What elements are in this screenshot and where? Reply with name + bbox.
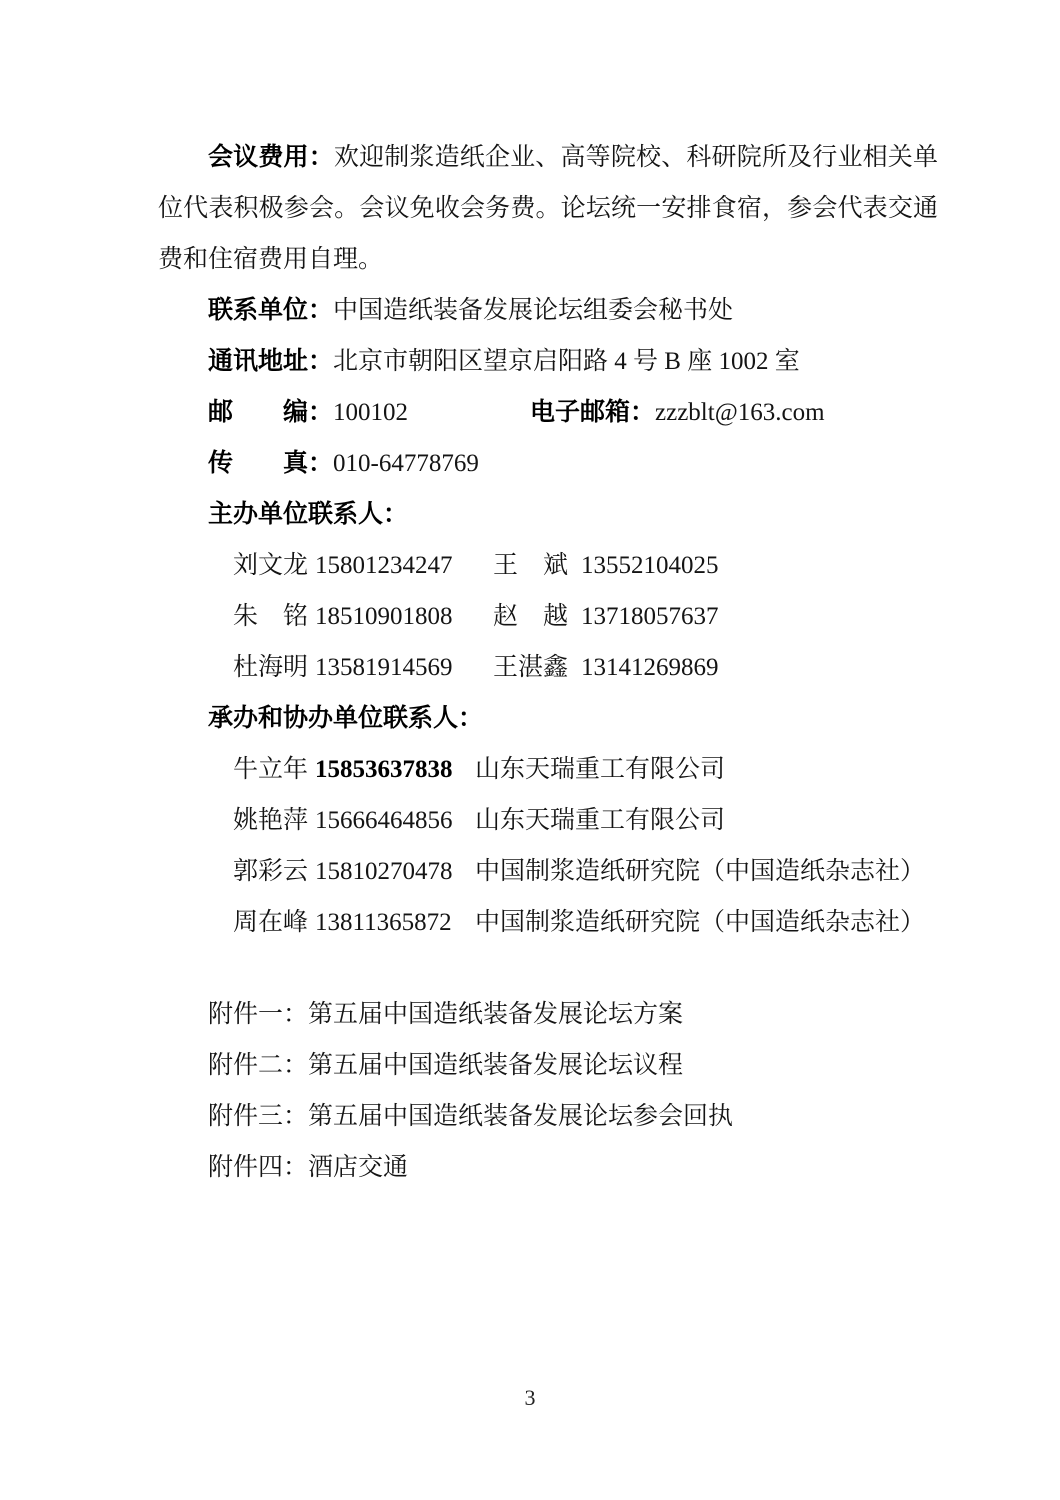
contact-org: 中国制浆造纸研究院（中国造纸杂志社） (475, 858, 926, 885)
contact-name: 赵 越 (493, 603, 569, 630)
fee-paragraph-line-1 (158, 132, 938, 183)
contact-address-label: 通讯地址： (208, 348, 334, 375)
fee-paragraph-line-2: 位代表积极参会。会议免收会务费。论坛统一安排食宿，参会代表交通 (158, 195, 938, 222)
fax-label: 传 真： (208, 450, 334, 477)
contact-phone: 18510901808 (315, 603, 453, 630)
contact-name: 王 斌 (493, 552, 569, 579)
contact-address-line (158, 336, 938, 387)
contact-phone: 15666464856 (315, 807, 453, 834)
contact-unit-label: 联系单位： (208, 297, 334, 324)
contact-org: 山东天瑞重工有限公司 (475, 807, 726, 834)
contact-unit-line (158, 285, 938, 336)
organizer-contact-row (158, 897, 938, 948)
attachment-title: 第五届中国造纸装备发展论坛方案 (308, 1001, 684, 1028)
host-contacts-heading-text: 主办单位联系人： (208, 501, 409, 528)
host-contacts-heading (158, 489, 938, 540)
attachment-item (158, 989, 938, 1040)
host-contact-row (158, 540, 938, 591)
email-group (530, 387, 825, 438)
contact-phone: 15810270478 (315, 858, 453, 885)
contact-unit-value: 中国造纸装备发展论坛组委会秘书处 (333, 297, 734, 324)
attachment-title: 酒店交通 (308, 1154, 409, 1181)
attachment-item (158, 1040, 938, 1091)
contact-org: 中国制浆造纸研究院（中国造纸杂志社） (475, 909, 926, 936)
organizer-contact-row (158, 846, 938, 897)
attachment-item (158, 1091, 938, 1142)
fee-line1-text: 欢迎制浆造纸企业、高等院校、科研院所及行业相关单 (333, 144, 938, 171)
postcode-email-line (158, 387, 938, 438)
attachment-title: 第五届中国造纸装备发展论坛参会回执 (308, 1103, 734, 1130)
organizer-contact-row (158, 744, 938, 795)
contact-org: 山东天瑞重工有限公司 (475, 756, 726, 783)
contact-name: 牛立年 (233, 756, 309, 783)
page-number: 3 (524, 1385, 536, 1410)
blank-gap (158, 948, 938, 989)
attachment-label: 附件四： (208, 1154, 309, 1181)
fax-line (158, 438, 938, 489)
fee-paragraph-line-3: 费和住宿费用自理。 (158, 246, 384, 273)
contact-name: 杜海明 (233, 654, 309, 681)
contact-name: 朱 铭 (233, 603, 309, 630)
contact-address-value: 北京市朝阳区望京启阳路 4 号 B 座 1002 室 (333, 348, 800, 375)
contact-phone: 13141269869 (581, 654, 719, 681)
attachment-title: 第五届中国造纸装备发展论坛议程 (308, 1052, 684, 1079)
organizer-contacts-heading-text: 承办和协办单位联系人： (208, 705, 484, 732)
contact-phone: 15801234247 (315, 552, 453, 579)
attachment-label: 附件三： (208, 1103, 309, 1130)
contact-phone: 13552104025 (581, 552, 719, 579)
attachment-item (158, 1142, 938, 1193)
contact-phone: 13811365872 (315, 909, 452, 936)
contact-phone: 13581914569 (315, 654, 453, 681)
attachment-label: 附件一： (208, 1001, 309, 1028)
email-value: zzzblt@163.com (655, 399, 825, 426)
contact-phone: 13718057637 (581, 603, 719, 630)
page-content (158, 132, 938, 1193)
organizer-contact-row (158, 795, 938, 846)
contact-name: 周在峰 (233, 909, 309, 936)
postcode-label: 邮 编： (208, 399, 334, 426)
host-contact-row (158, 642, 938, 693)
contact-name: 姚艳萍 (233, 807, 309, 834)
fee-label: 会议费用： (208, 144, 334, 171)
contact-name: 郭彩云 (233, 858, 309, 885)
contact-name: 王湛鑫 (493, 654, 569, 681)
contact-phone: 15853637838 (315, 756, 453, 783)
email-label: 电子邮箱： (530, 399, 656, 426)
host-contact-row (158, 591, 938, 642)
fax-value: 010-64778769 (333, 450, 479, 477)
postcode-value: 100102 (333, 399, 409, 426)
organizer-contacts-heading (158, 693, 938, 744)
contact-name: 刘文龙 (233, 552, 309, 579)
attachment-label: 附件二： (208, 1052, 309, 1079)
